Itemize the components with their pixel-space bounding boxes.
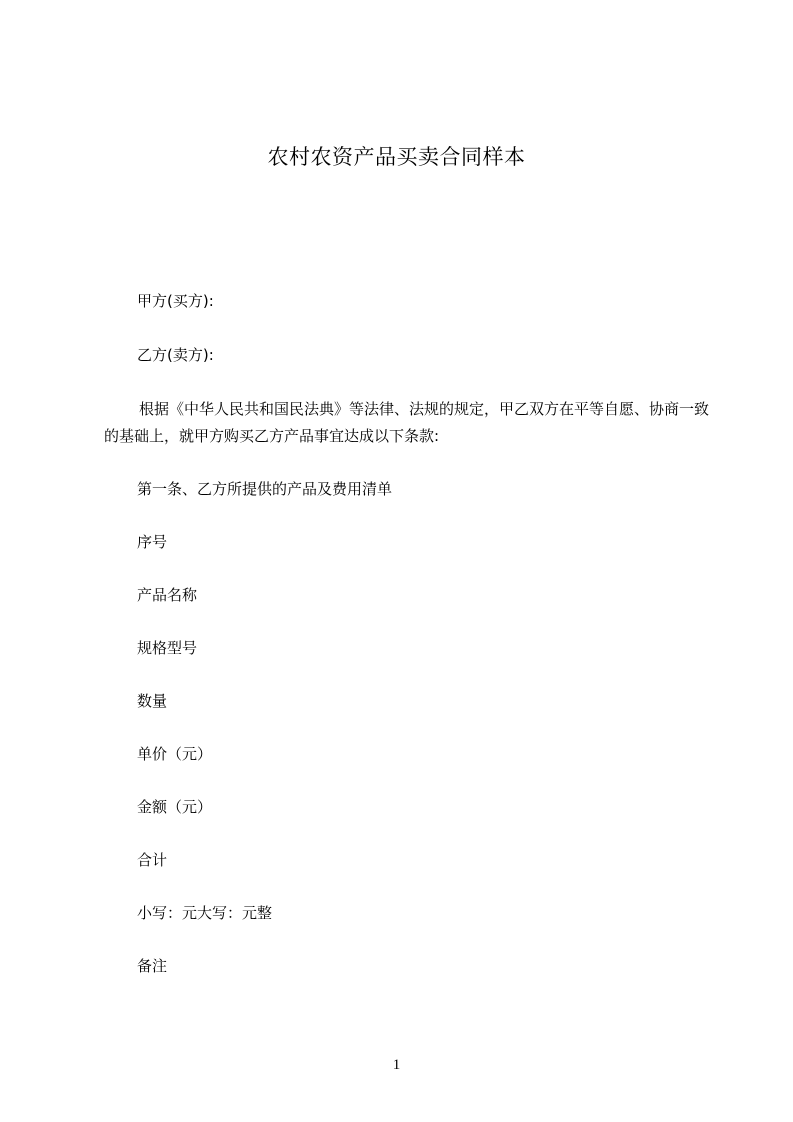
item-total: 合计: [137, 851, 168, 869]
item-spec-model: 规格型号: [137, 639, 198, 657]
article-1-heading: 第一条、乙方所提供的产品及费用清单: [137, 480, 393, 498]
item-remarks: 备注: [137, 957, 168, 975]
party-b-label: 乙方(卖方):: [137, 346, 214, 364]
item-amount-in-words: 小写：元大写：元整: [137, 904, 273, 922]
item-quantity: 数量: [137, 692, 168, 710]
document-title: 农村农资产品买卖合同样本: [267, 145, 526, 169]
item-amount: 金额（元）: [137, 798, 213, 816]
page-number: 1: [392, 1057, 401, 1073]
item-serial-number: 序号: [137, 533, 168, 551]
preamble-paragraph: 根据《中华人民共和国民法典》等法律、法规的规定，甲乙双方在平等自愿、协商一致的基础上，就甲方购买乙方产品事宜达成以下条款:: [104, 400, 710, 445]
item-unit-price: 单价（元）: [137, 745, 213, 763]
item-product-name: 产品名称: [137, 586, 198, 604]
party-a-label: 甲方(买方):: [137, 292, 214, 310]
